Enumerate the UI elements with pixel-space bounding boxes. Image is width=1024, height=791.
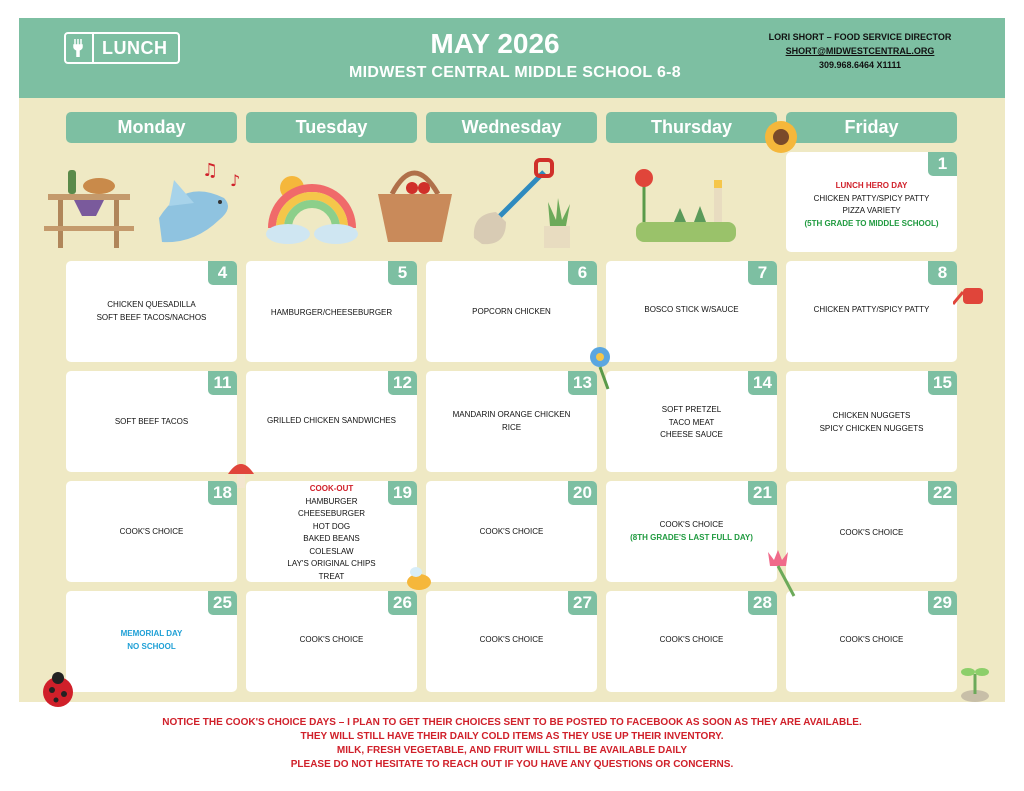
menu-line: CHICKEN QUESADILLA bbox=[107, 300, 196, 309]
menu-items bbox=[606, 634, 777, 647]
menu-line: SPICY CHICKEN NUGGETS bbox=[819, 423, 924, 433]
menu-line: CHEESE SAUCE bbox=[660, 430, 723, 439]
day-header-thursday: Thursday bbox=[606, 112, 777, 143]
menu-items bbox=[246, 634, 417, 647]
day-number: 6 bbox=[568, 261, 597, 285]
menu-items bbox=[426, 526, 597, 539]
day-number: 27 bbox=[568, 591, 597, 615]
menu-line: RICE bbox=[501, 422, 522, 432]
calendar-day-14[interactable] bbox=[606, 371, 777, 472]
menu-line: SOFT PRETZEL bbox=[661, 405, 722, 414]
calendar-day-18[interactable] bbox=[66, 481, 237, 582]
menu-line: HOT DOG bbox=[312, 521, 351, 531]
tulip-icon bbox=[764, 548, 798, 598]
shovel-icon bbox=[474, 160, 570, 248]
day-number: 1 bbox=[928, 152, 957, 176]
contact-name: LORI SHORT – FOOD SERVICE DIRECTOR bbox=[768, 32, 952, 42]
calendar-day-15[interactable] bbox=[786, 371, 957, 472]
flower-garden-icon bbox=[635, 169, 736, 242]
menu-line: SOFT BEEF TACOS/NACHOS bbox=[96, 312, 207, 322]
calendar-day-27[interactable] bbox=[426, 591, 597, 692]
day-header-friday: Friday bbox=[786, 112, 957, 143]
bee-icon bbox=[402, 562, 436, 596]
day-number: 26 bbox=[388, 591, 417, 615]
menu-line: LAY'S ORIGINAL CHIPS bbox=[287, 559, 376, 568]
menu-line: PIZZA VARIETY bbox=[842, 206, 901, 215]
spring-illustrations bbox=[44, 158, 764, 254]
calendar-day-4[interactable] bbox=[66, 261, 237, 362]
menu-items bbox=[786, 634, 957, 647]
day-header-tuesday: Tuesday bbox=[246, 112, 417, 143]
menu-line: MANDARIN ORANGE CHICKEN bbox=[452, 410, 571, 419]
notice-line: PLEASE DO NOT HESITATE TO REACH OUT IF YOU HAVE ANY QUESTIONS OR CONCERNS. bbox=[290, 759, 734, 770]
holiday-label: MEMORIAL DAY bbox=[120, 629, 183, 638]
menu-line: BAKED BEANS bbox=[303, 534, 360, 543]
special-note: (5TH GRADE TO MIDDLE SCHOOL) bbox=[804, 218, 939, 228]
menu-items bbox=[786, 527, 957, 540]
menu-line: HAMBURGER/CHEESEBURGER bbox=[270, 308, 393, 317]
menu-items bbox=[246, 415, 417, 428]
day-number: 15 bbox=[928, 371, 957, 395]
menu-items bbox=[426, 306, 597, 319]
watering-can-icon bbox=[953, 280, 993, 314]
menu-line: COOK'S CHOICE bbox=[659, 635, 724, 644]
menu-items bbox=[246, 483, 417, 583]
menu-line: CHEESEBURGER bbox=[297, 509, 366, 518]
calendar-day-21[interactable] bbox=[606, 481, 777, 582]
lunch-logo bbox=[64, 32, 180, 64]
svg-text:♫: ♫ bbox=[202, 160, 219, 181]
calendar-day-20[interactable] bbox=[426, 481, 597, 582]
logo-text: LUNCH bbox=[102, 37, 168, 58]
calendar-day-25[interactable] bbox=[66, 591, 237, 692]
blue-flower-icon bbox=[586, 345, 620, 391]
day-number: 25 bbox=[208, 591, 237, 615]
contact-phone: 309.968.6464 X1111 bbox=[818, 60, 902, 70]
contact-email[interactable]: SHORT@MIDWESTCENTRAL.ORG bbox=[785, 46, 935, 56]
day-number: 19 bbox=[388, 481, 417, 505]
day-header-wednesday: Wednesday bbox=[426, 112, 597, 143]
sprout-icon bbox=[955, 662, 995, 702]
notice-text bbox=[0, 716, 1024, 772]
sunflower-icon bbox=[763, 117, 799, 157]
menu-line: CHICKEN PATTY/SPICY PATTY bbox=[813, 305, 930, 314]
menu-line: COOK'S CHOICE bbox=[839, 635, 904, 644]
calendar-day-1[interactable] bbox=[786, 152, 957, 252]
menu-items bbox=[66, 526, 237, 539]
menu-line: COOK'S CHOICE bbox=[299, 635, 364, 644]
rainbow-icon bbox=[266, 176, 358, 244]
menu-items bbox=[606, 519, 777, 544]
day-number: 18 bbox=[208, 481, 237, 505]
bird-icon bbox=[159, 160, 240, 242]
menu-line: COLESLAW bbox=[309, 546, 354, 556]
menu-line: COOK'S CHOICE bbox=[479, 635, 544, 644]
day-number: 21 bbox=[748, 481, 777, 505]
special-day-label: LUNCH HERO DAY bbox=[835, 181, 908, 190]
notice-line: MILK, FRESH VEGETABLE, AND FRUIT WILL STILL BE AVAILABLE DAILY bbox=[336, 745, 688, 756]
menu-line: TACO MEAT bbox=[668, 417, 715, 427]
menu-items bbox=[246, 307, 417, 320]
day-header-monday: Monday bbox=[66, 112, 237, 143]
day-number: 11 bbox=[208, 371, 237, 395]
menu-items bbox=[426, 409, 597, 434]
mushroom-icon bbox=[226, 458, 256, 492]
menu-items bbox=[66, 299, 237, 324]
calendar-day-29[interactable] bbox=[786, 591, 957, 692]
menu-line: COOK'S CHOICE bbox=[479, 527, 544, 536]
notice-line: NOTICE THE COOK'S CHOICE DAYS – I PLAN TO GET THEIR CHOICES SENT TO BE POSTED TO FACEBOOK AS SOON AS THEY ARE AVAILABLE. bbox=[162, 717, 862, 728]
calendar-day-19[interactable] bbox=[246, 481, 417, 582]
menu-items bbox=[606, 404, 777, 442]
menu-line: CHICKEN PATTY/SPICY PATTY bbox=[813, 193, 930, 203]
fork-icon bbox=[66, 34, 94, 62]
day-number: 20 bbox=[568, 481, 597, 505]
menu-items bbox=[606, 304, 777, 317]
menu-line: HAMBURGER bbox=[305, 496, 358, 506]
calendar-day-26[interactable] bbox=[246, 591, 417, 692]
menu-line: CHICKEN NUGGETS bbox=[832, 411, 911, 420]
special-note: (8TH GRADE'S LAST FULL DAY) bbox=[630, 532, 753, 542]
day-number: 13 bbox=[568, 371, 597, 395]
ladybug-icon bbox=[39, 670, 77, 708]
menu-line: COOK'S CHOICE bbox=[119, 527, 184, 536]
calendar-day-13[interactable] bbox=[426, 371, 597, 472]
school-name: MIDWEST CENTRAL MIDDLE SCHOOL 6-8 bbox=[349, 64, 681, 81]
picnic-table-icon bbox=[44, 170, 134, 248]
day-number: 7 bbox=[748, 261, 777, 285]
menu-items bbox=[786, 410, 957, 435]
calendar-day-7[interactable] bbox=[606, 261, 777, 362]
day-number: 22 bbox=[928, 481, 957, 505]
menu-line: BOSCO STICK W/SAUCE bbox=[644, 305, 739, 314]
calendar-day-22[interactable] bbox=[786, 481, 957, 582]
menu-line: POPCORN CHICKEN bbox=[472, 307, 551, 316]
calendar-day-8[interactable] bbox=[786, 261, 957, 362]
menu-line: COOK'S CHOICE bbox=[839, 528, 904, 537]
day-number: 5 bbox=[388, 261, 417, 285]
menu-items bbox=[66, 628, 237, 653]
svg-text:♪: ♪ bbox=[230, 171, 241, 190]
calendar-day-12[interactable] bbox=[246, 371, 417, 472]
day-number: 8 bbox=[928, 261, 957, 285]
picnic-basket-icon bbox=[378, 173, 452, 242]
special-day-label: COOK-OUT bbox=[309, 484, 354, 493]
menu-line: COOK'S CHOICE bbox=[659, 520, 724, 529]
contact-info bbox=[760, 30, 960, 72]
day-number: 12 bbox=[388, 371, 417, 395]
page-title: MAY 2026 bbox=[430, 28, 560, 59]
calendar-day-28[interactable] bbox=[606, 591, 777, 692]
menu-line: GRILLED CHICKEN SANDWICHES bbox=[267, 416, 396, 425]
day-number: 28 bbox=[748, 591, 777, 615]
menu-items bbox=[786, 304, 957, 317]
day-number: 14 bbox=[748, 371, 777, 395]
menu-line: SOFT BEEF TACOS bbox=[114, 417, 189, 426]
menu-line: TREAT bbox=[318, 571, 345, 581]
holiday-note: NO SCHOOL bbox=[127, 641, 176, 651]
calendar-day-6[interactable] bbox=[426, 261, 597, 362]
calendar-day-5[interactable] bbox=[246, 261, 417, 362]
notice-line: THEY WILL STILL HAVE THEIR DAILY COLD ITEMS AS THEY USE UP THEIR INVENTORY. bbox=[300, 731, 724, 742]
day-number: 29 bbox=[928, 591, 957, 615]
menu-items bbox=[426, 634, 597, 647]
menu-items bbox=[786, 180, 957, 230]
menu-items bbox=[66, 416, 237, 429]
day-number: 4 bbox=[208, 261, 237, 285]
calendar-day-11[interactable] bbox=[66, 371, 237, 472]
